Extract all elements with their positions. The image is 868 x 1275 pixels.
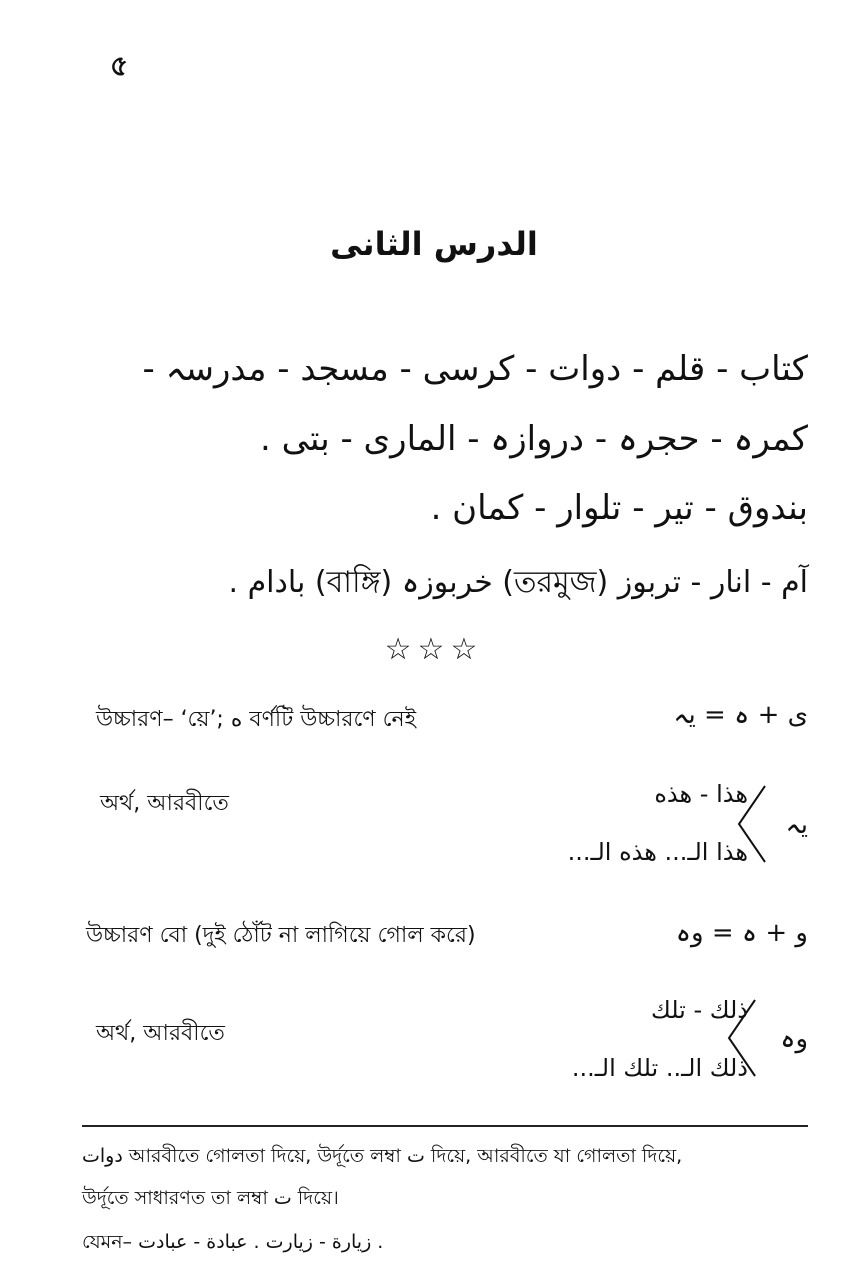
lesson-title: الدرس الثانی bbox=[330, 225, 538, 263]
pronunciation-formula: و + ہ = وہ bbox=[675, 918, 808, 948]
page-number: ৫ bbox=[110, 49, 129, 82]
pronunciation-label: উচ্চারণ– ‘য়ে’; ه বর্ণটি উচ্চারণে নেই bbox=[96, 707, 417, 732]
footnote-divider bbox=[82, 1125, 808, 1127]
urdu-word: یہ bbox=[785, 810, 808, 840]
vocabulary-line: بندوق - تیر - تلوار - کمان . bbox=[430, 488, 808, 528]
vocabulary-line: کتاب - قلم - دوات - کرسی - مسجد - مدرسہ - bbox=[142, 349, 808, 389]
footnote-example: যেমন– زیارة - زیارت . عبادة - عبادت . bbox=[82, 1231, 384, 1253]
vocabulary-line: آم - انار - تربوز (তরমুজ) خربوزہ (বাঙ্গি) بادام . bbox=[228, 565, 808, 600]
meaning-label: অর্থ, আরবীতে bbox=[100, 791, 229, 816]
arabic-equivalent: هذا - هذه bbox=[654, 780, 748, 808]
arabic-equivalent: ذلك الـ.. تلك الـ... bbox=[571, 1054, 748, 1082]
footnote-text: উর্দূতে সাধারণত তা লম্বা ت দিয়ে। bbox=[82, 1187, 339, 1209]
angle-bracket-icon bbox=[725, 996, 761, 1080]
vocabulary-line: کمرہ - حجرہ - دروازہ - الماری - بتی . bbox=[259, 419, 808, 459]
pronunciation-label: উচ্চারণ বো (দুই ঠোঁট না লাগিয়ে গোল করে) bbox=[86, 923, 476, 948]
urdu-word: وہ bbox=[780, 1024, 808, 1054]
meaning-label: অর্থ, আরবীতে bbox=[96, 1021, 225, 1046]
angle-bracket-icon bbox=[735, 782, 771, 866]
pronunciation-formula: ی + ہ = یہ bbox=[673, 700, 808, 730]
divider-stars: ☆☆☆ bbox=[384, 632, 484, 667]
footnote-text: دوات আরবীতে গোলতা দিয়ে, উর্দূতে লম্বা ت দিয়ে, আরবীতে যা গোলতা দিয়ে, bbox=[82, 1145, 683, 1167]
arabic-equivalent: ذلك - تلك bbox=[651, 996, 748, 1024]
arabic-equivalent: هذا الـ... هذه الـ... bbox=[567, 838, 748, 866]
